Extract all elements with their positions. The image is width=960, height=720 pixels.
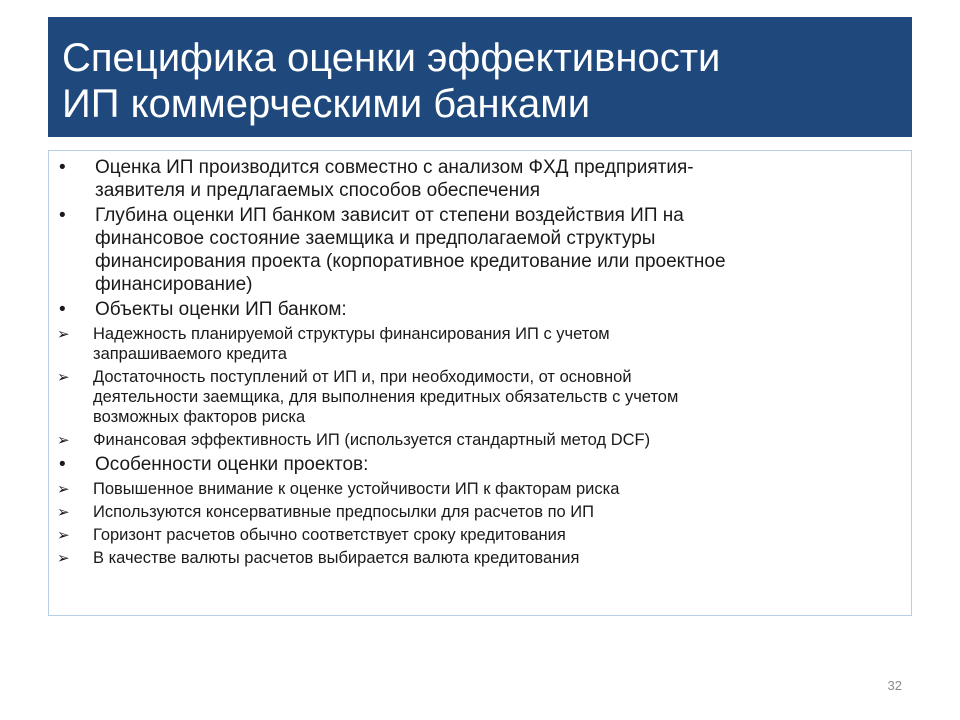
sub-bullet-item [49, 324, 911, 364]
bullet-item [49, 298, 911, 321]
arrow-bullet-icon: ➢ [57, 325, 70, 343]
sub-bullet-text: Повышенное внимание к оценке устойчивости ИП к факторам риска [93, 480, 620, 498]
sub-bullet-item [49, 502, 911, 522]
sub-bullet-list [49, 479, 911, 568]
sub-bullet-item [49, 479, 911, 499]
bullet-dot-icon: • [59, 454, 66, 475]
arrow-bullet-icon: ➢ [57, 368, 70, 386]
bullet-item [49, 453, 911, 476]
bullet-dot-icon: • [59, 157, 66, 178]
slide-title-band [48, 17, 912, 137]
sub-bullet-text: Надежность планируемой структуры финансирования ИП с учетом запрашиваемого кредита [93, 325, 610, 363]
bullet-item [49, 156, 911, 202]
sub-bullet-text: Горизонт расчетов обычно соответствует сроку кредитования [93, 526, 566, 544]
arrow-bullet-icon: ➢ [57, 431, 70, 449]
sub-bullet-item [49, 525, 911, 545]
bullet-dot-icon: • [59, 299, 66, 320]
bullet-text: Особенности оценки проектов: [95, 454, 369, 475]
sub-bullet-text: Достаточность поступлений от ИП и, при необходимости, от основной деятельности заемщика, для выполнения кредитных обязательств с учетом возможных факторов риска [93, 368, 679, 426]
bullet-item [49, 204, 911, 296]
content-box [48, 150, 912, 616]
bullet-dot-icon: • [59, 205, 66, 226]
sub-bullet-text: Финансовая эффективность ИП (используется стандартный метод DCF) [93, 431, 651, 449]
sub-bullet-text: В качестве валюты расчетов выбирается валюта кредитования [93, 549, 580, 567]
sub-bullet-list [49, 324, 911, 450]
arrow-bullet-icon: ➢ [57, 549, 70, 567]
sub-bullet-item [49, 548, 911, 568]
page-number: 32 [887, 678, 902, 693]
sub-bullet-item [49, 367, 911, 427]
sub-bullet-item [49, 430, 911, 450]
bullet-text: Объекты оценки ИП банком: [95, 299, 347, 320]
arrow-bullet-icon: ➢ [57, 503, 70, 521]
bullet-list [49, 156, 911, 568]
arrow-bullet-icon: ➢ [57, 526, 70, 544]
slide-title-line-1: Специфика оценки эффективности [62, 36, 721, 80]
sub-list-container [49, 479, 911, 568]
bullet-text: Оценка ИП производится совместно с анализом ФХД предприятия- заявителя и предлагаемых способов обеспечения [95, 157, 694, 201]
bullet-text: Глубина оценки ИП банком зависит от степени воздействия ИП на финансовое состояние заемщика и предполагаемой структуры финансирования проекта (корпоративное кредитование или проектное финансирование) [95, 205, 726, 295]
arrow-bullet-icon: ➢ [57, 480, 70, 498]
sub-bullet-text: Используются консервативные предпосылки для расчетов по ИП [93, 503, 594, 521]
slide-title-line-2: ИП коммерческими банками [62, 82, 591, 126]
sub-list-container [49, 324, 911, 450]
